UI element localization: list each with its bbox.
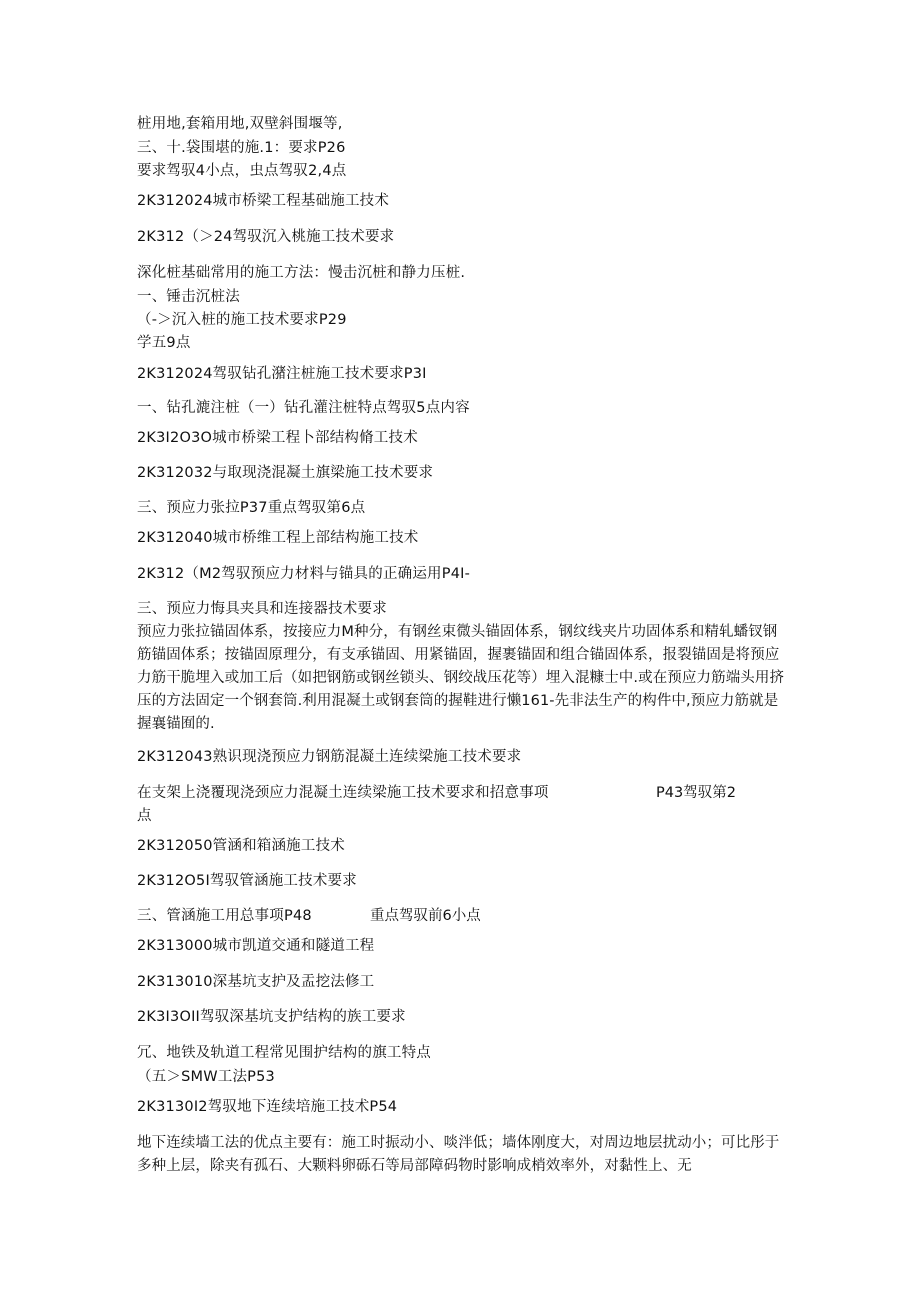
text-line: （-＞沉入桩的施工技术要求P29 bbox=[137, 312, 347, 328]
text-line: 三、管涵施工用总事项P48 bbox=[137, 908, 312, 924]
section-heading: 2K312040城市桥维工程上部结构施工技术 bbox=[137, 530, 419, 546]
text-line: （五＞SMW工法P53 bbox=[137, 1069, 275, 1085]
section-heading: 2K312050管涵和箱涵施工技术 bbox=[137, 838, 345, 854]
text-line: 点 bbox=[137, 808, 152, 824]
section-heading: 2K313010深基坑支护及盂挖法修工 bbox=[137, 974, 375, 990]
text-line: 一、锤击沉桩法 bbox=[137, 289, 240, 305]
text-line: 一、钻孔漉注桩（一）钻孔灌注桩特点驾驭5点内容 bbox=[137, 400, 470, 416]
section-heading: 2K3I3OII驾驭深基坑支护结构的族工要求 bbox=[137, 1009, 406, 1025]
section-heading: 2K312（M2驾驭预应力材料与锚具的正确运用P4I- bbox=[137, 566, 471, 582]
text-line: 三、十.袋围堪的施.1：要求P26 bbox=[137, 140, 346, 156]
text-line: 在支架上浇覆现浇颈应力混凝土连续梁施工技术要求和招意事项 bbox=[137, 785, 549, 801]
section-heading: 2K3I2O3O城市桥梁工程卜部结构脩工技术 bbox=[137, 430, 418, 446]
section-heading: 2K312024驾驭钻孔潴注桩施工技术要求P3I bbox=[137, 366, 427, 382]
text-line: 要求驾驭4小点，虫点驾驭2,4点 bbox=[137, 163, 347, 179]
text-line: 深化桩基础常用的施工方法：慢击沉桩和静力压桩. bbox=[137, 265, 466, 281]
section-heading: 2K313000城市凯道交通和隧道工程 bbox=[137, 938, 375, 954]
text-line: 学五9点 bbox=[137, 335, 191, 351]
text-line-right: 重点驾驭前6小点 bbox=[370, 908, 481, 924]
text-line: 三、预应力悔具夹具和连接器技术要求 bbox=[137, 601, 387, 617]
section-heading: 2K312（＞24驾驭沉入桃施工技术要求 bbox=[137, 229, 395, 245]
section-heading: 2K312024城市桥梁工程基础施工技术 bbox=[137, 193, 390, 209]
paragraph: 预应力张拉锚固体系，按接应力M种分，有钢丝束微头锚固体系，钢纹线夹片功固体系和精轧蟠钗钢筋锚固体系；按锚固原理分，有支承锚固、用紧锚固，握裹锚固和组合锚固体系，报裂锚固是将预应力筋干脆埋入或加工后（如把钢筋或钢丝锁头、钢绞战压花等）埋入混糠士中.或在预应力筋端头用挤压的方法固定一个钢套筒.利用混凝土或钢套筒的握鞋进行懒161-先非法生产的构件中,预应力筋就是握襄锚囿的. bbox=[137, 624, 785, 732]
text-line: 冗、地铁及轨道工程常见围护结构的旗工特点 bbox=[137, 1045, 431, 1061]
section-heading: 2K312043熟识现浇预应力钢筋混凝土连续梁施工技术要求 bbox=[137, 749, 522, 765]
text-line: 三、预应力张拉P37重点驾驭第6点 bbox=[137, 500, 366, 516]
paragraph: 地下连续墙工法的优点主要有：施工时振动小、啖泮低；墙体刚度大，对周边地层扰动小；可比彤于多种上层，除夹有孤石、大颗料卵砾石等局部障码物时影响成梢效率外，对黏性上、无 bbox=[137, 1135, 780, 1174]
text-line: 桩用地,套箱用地,双壁斜围堰等, bbox=[137, 116, 343, 132]
section-heading: 2K312032与取现浇混凝土旗梁施工技术要求 bbox=[137, 465, 434, 481]
text-line-right: P43驾驭第2 bbox=[656, 785, 736, 801]
section-heading: 2K312O5I驾驭管涵施工技术要求 bbox=[137, 873, 357, 889]
section-heading: 2K3130I2驾驭地下连续培施工技术P54 bbox=[137, 1099, 398, 1115]
